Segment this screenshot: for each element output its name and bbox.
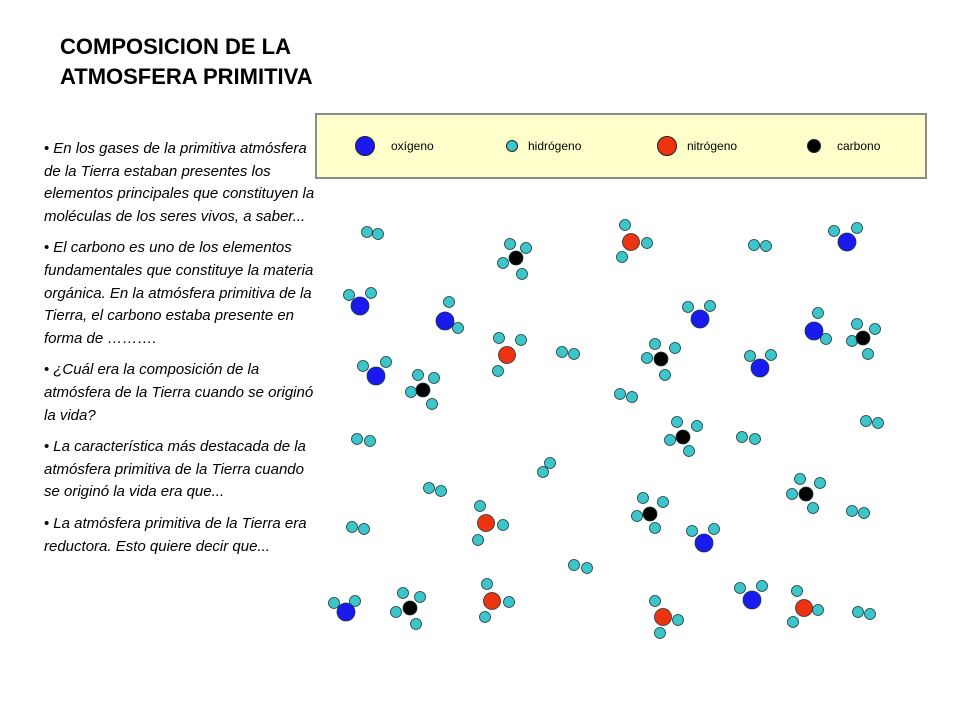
hydrogen-atom [792, 586, 803, 597]
water-molecule [683, 301, 716, 329]
hydrogen-atom [660, 370, 671, 381]
title-line-1: COMPOSICION DE LA [60, 34, 292, 59]
hydrogen-molecule [615, 389, 638, 403]
bullet-icon: • [44, 140, 50, 157]
hydrogen-atom [638, 493, 649, 504]
hydrogen-atom [473, 535, 484, 546]
hydrogen-atom [427, 399, 438, 410]
bullet-icon: • [44, 514, 50, 532]
hydrogen-atom [853, 607, 864, 618]
hydrogen-atom [865, 609, 876, 620]
hydrogen-atom [650, 596, 661, 607]
hydrogen-molecule [424, 483, 447, 497]
hydrogen-molecule [749, 240, 772, 252]
hydrogen-atom [373, 229, 384, 240]
hydrogen-atom [538, 467, 549, 478]
hydrogen-atom [436, 486, 447, 497]
nitrogen-atom [499, 347, 516, 364]
nitrogen-atom [478, 515, 495, 532]
hydrogen-atom [398, 588, 409, 599]
hydrogen-atom [813, 308, 824, 319]
hydrogen-atom [329, 598, 340, 609]
hydrogen-atom [709, 524, 720, 535]
hydrogen-atom [813, 605, 824, 616]
hydrogen-atom [692, 421, 703, 432]
hydrogen-atom [424, 483, 435, 494]
nitrogen-atom [796, 600, 813, 617]
hydrogen-molecule [569, 560, 593, 574]
hydrogen-atom [750, 434, 761, 445]
hydrogen-atom [359, 524, 370, 535]
hydrogen-atom [453, 323, 464, 334]
hydrogen-molecule [847, 506, 870, 519]
hydrogen-atom [381, 357, 392, 368]
oxygen-atom [751, 359, 769, 377]
methane-molecule [665, 417, 703, 457]
hydrogen-atom [362, 227, 373, 238]
hydrogen-atom [344, 290, 355, 301]
carbon-atom [509, 251, 523, 265]
hydrogen-atom [429, 373, 440, 384]
hydrogen-atom [627, 392, 638, 403]
hydrogen-atom [494, 333, 505, 344]
hydrogen-atom [516, 335, 527, 346]
hydrogen-atom [504, 597, 515, 608]
hydrogen-atom [672, 417, 683, 428]
ammonia-molecule [617, 220, 653, 263]
hydrogen-atom [415, 592, 426, 603]
hydrogen-atom [650, 523, 661, 534]
hydrogen-molecule [362, 227, 384, 240]
methane-molecule [787, 474, 826, 514]
hydrogen-atom [498, 258, 509, 269]
hydrogen-atom [847, 506, 858, 517]
hydrogen-atom [749, 240, 760, 251]
hydrogen-atom [498, 520, 509, 531]
hydrogen-atom [650, 339, 661, 350]
oxygen-atom [838, 233, 856, 251]
hydrogen-atom [632, 511, 643, 522]
hydrogen-atom [557, 347, 568, 358]
hydrogen-atom [658, 497, 669, 508]
bullet-text: La atmósfera primitiva de la Tierra era reductora. Esto quiere decir que... [44, 514, 307, 555]
hydrogen-atom [737, 432, 748, 443]
hydrogen-atom [684, 446, 695, 457]
water-molecule [436, 297, 464, 334]
hydrogen-atom [863, 349, 874, 360]
hydrogen-atom [670, 343, 681, 354]
hydrogen-atom [391, 607, 402, 618]
hydrogen-atom [482, 579, 493, 590]
bullet-icon: • [44, 438, 50, 456]
legend-carbon-label: carbono [837, 139, 881, 153]
hydrogen-atom [642, 353, 653, 364]
hydrogen-atom [795, 474, 806, 485]
hydrogen-molecule [853, 607, 876, 620]
hydrogen-atom [615, 389, 626, 400]
hydrogen-atom [745, 351, 756, 362]
hydrogen-atom [406, 387, 417, 398]
hydrogen-atom [582, 563, 593, 574]
ammonia-molecule [473, 501, 509, 546]
water-molecule [805, 308, 832, 345]
hydrogen-atom [480, 612, 491, 623]
hydrogen-atom [873, 418, 884, 429]
oxygen-atom [743, 591, 761, 609]
ammonia-molecule [650, 596, 684, 639]
carbon-atom [856, 331, 870, 345]
carbon-atom [654, 352, 668, 366]
bullet-text: En los gases de la primitiva atmósfera de la Tierra estaban presentes los elementos principales que constituyen la moléculas de los seres vivos, a saber... [44, 140, 315, 225]
ammonia-molecule [480, 579, 515, 623]
hydrogen-atom [808, 503, 819, 514]
oxygen-atom [337, 603, 355, 621]
bullet-text: ¿Cuál era la composición de la atmósfera de la Tierra cuando se originó la vida? [44, 361, 314, 424]
hydrogen-atom [620, 220, 631, 231]
legend-hydrogen-label: hidrógeno [528, 139, 582, 153]
oxygen-atom [351, 297, 369, 315]
oxygen-atom [695, 534, 713, 552]
hydrogen-atom [757, 581, 768, 592]
hydrogen-atom [545, 458, 556, 469]
water-molecule [329, 596, 361, 622]
hydrogen-atom [815, 478, 826, 489]
hydrogen-atom [761, 241, 772, 252]
hydrogen-atom [829, 226, 840, 237]
hydrogen-atom [352, 434, 363, 445]
carbon-atom [676, 430, 690, 444]
methane-molecule [498, 239, 532, 280]
carbon-atom [403, 601, 417, 615]
hydrogen-atom [505, 239, 516, 250]
water-molecule [745, 350, 777, 378]
hydrogen-atom [870, 324, 881, 335]
hydrogen-atom [569, 560, 580, 571]
hydrogen-atom [521, 243, 532, 254]
hydrogen-atom [655, 628, 666, 639]
bullet-icon: • [44, 239, 50, 257]
hydrogen-atom [683, 302, 694, 313]
legend-nitrogen-label: nitrógeno [687, 139, 738, 153]
hydrogen-atom [411, 619, 422, 630]
hydrogen-atom [852, 319, 863, 330]
hydrogen-atom [475, 501, 486, 512]
carbon-atom [416, 383, 430, 397]
legend-oxygen-label: oxígeno [391, 139, 434, 153]
hydrogen-molecule [347, 522, 370, 535]
methane-molecule [642, 339, 681, 381]
oxygen-atom [691, 310, 709, 328]
carbon-atom [799, 487, 813, 501]
nitrogen-atom [655, 609, 672, 626]
hydrogen-molecule [538, 458, 556, 478]
hydrogen-atom [766, 350, 777, 361]
oxygen-atom [436, 312, 454, 330]
hydrogen-atom [617, 252, 628, 263]
hydrogen-atom [787, 489, 798, 500]
bullet-text: El carbono es uno de los elementos fundamentales que constituye la materia orgánica. En la atmósfera primitiva de la Tierra, el carbono estaba presente en forma de ………. [44, 239, 314, 347]
hydrogen-atom [705, 301, 716, 312]
hydrogen-atom [365, 436, 376, 447]
carbon-atom [643, 507, 657, 521]
hydrogen-molecule [352, 434, 376, 447]
methane-molecule [391, 588, 426, 630]
hydrogen-atom [569, 349, 580, 360]
hydrogen-atom [673, 615, 684, 626]
hydrogen-atom [642, 238, 653, 249]
hydrogen-atom [347, 522, 358, 533]
hydrogen-atom [788, 617, 799, 628]
hydrogen-atom [861, 416, 872, 427]
nitrogen-atom [484, 593, 501, 610]
hydrogen-atom [735, 583, 746, 594]
hydrogen-molecule [861, 416, 884, 429]
hydrogen-molecule [737, 432, 761, 445]
water-molecule [735, 581, 768, 610]
oxygen-atom [367, 367, 385, 385]
water-molecule [344, 288, 377, 316]
hydrogen-atom [366, 288, 377, 299]
bullet-icon: • [44, 361, 50, 379]
ammonia-molecule [788, 586, 824, 628]
hydrogen-atom [358, 361, 369, 372]
hydrogen-atom [493, 366, 504, 377]
methane-molecule [847, 319, 881, 360]
methane-molecule [632, 493, 669, 534]
ammonia-molecule [493, 333, 527, 377]
bullet-text: La característica más destacada de la atmósfera primitiva de la Tierra cuando se originó la vida era que... [44, 438, 306, 501]
water-molecule [358, 357, 392, 386]
water-molecule [687, 524, 720, 553]
oxygen-atom [805, 322, 823, 340]
water-molecule [829, 223, 863, 252]
hydrogen-atom [852, 223, 863, 234]
hydrogen-atom [859, 508, 870, 519]
hydrogen-atom [687, 526, 698, 537]
title-line-2: ATMOSFERA PRIMITIVA [60, 64, 313, 89]
methane-molecule [406, 370, 440, 410]
hydrogen-atom [517, 269, 528, 280]
hydrogen-atom [665, 435, 676, 446]
nitrogen-atom [623, 234, 640, 251]
hydrogen-atom [444, 297, 455, 308]
hydrogen-molecule [557, 347, 580, 360]
hydrogen-atom [413, 370, 424, 381]
